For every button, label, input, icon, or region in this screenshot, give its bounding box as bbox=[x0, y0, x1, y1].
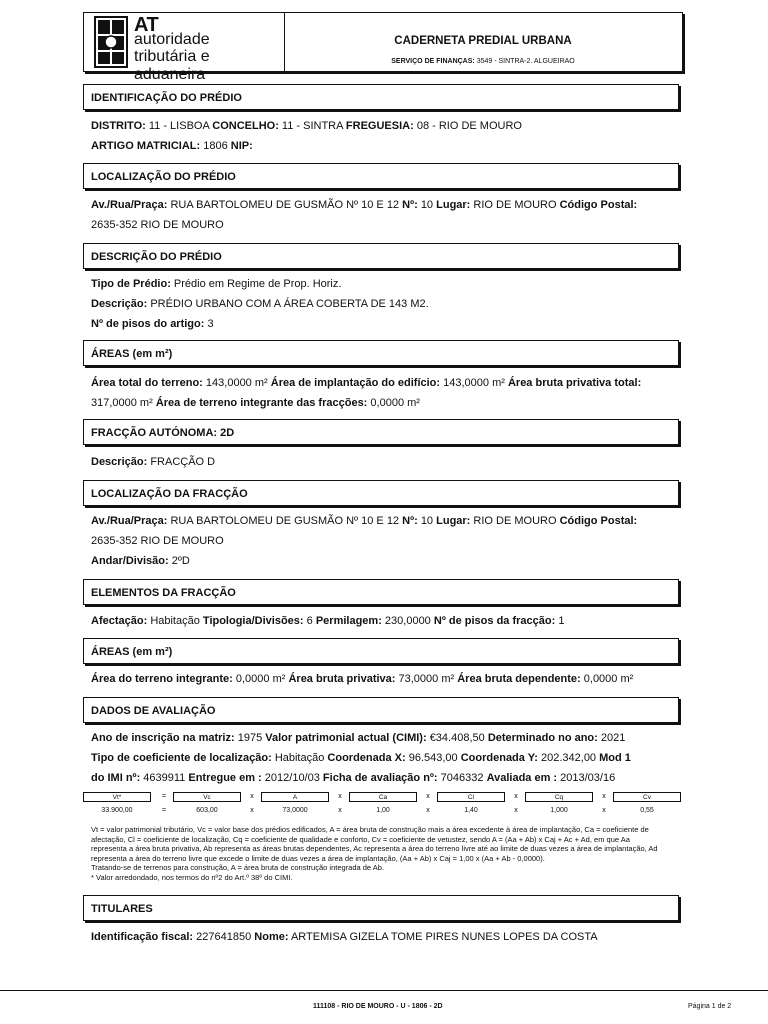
servico-value: 3549 - SINTRA-2. ALGUEIRAO bbox=[476, 58, 575, 65]
logo-line1: autoridade bbox=[134, 31, 210, 48]
formula-times: x bbox=[338, 807, 342, 814]
document-header bbox=[83, 12, 683, 83]
loc-line-2: 2635-352 RIO DE MOURO bbox=[91, 219, 224, 231]
desc-pisos: Nº de pisos do artigo: 3 bbox=[91, 318, 214, 330]
areas1-line-1: Área total do terreno: 143,0000 m² Área de implantação do edifício: 143,0000 m² Área bruta privativa total: bbox=[91, 377, 642, 389]
at-logo bbox=[84, 13, 285, 83]
aval-line-2: Tipo de coeficiente de localização: Habitação Coordenada X: 96.543,00 Coordenada Y: 202.342,00 Mod 1 bbox=[91, 752, 631, 764]
section-areas-predio: ÁREAS (em m²) bbox=[83, 340, 679, 366]
titular-line: Identificação fiscal: 227641850 Nome: ARTEMISA GIZELA TOME PIRES NUNES LOPES DA COSTA bbox=[91, 931, 598, 943]
formula-notes bbox=[91, 825, 681, 882]
formula-eq: = bbox=[161, 793, 167, 800]
formula-value-cv: 0,55 bbox=[640, 807, 654, 814]
coat-of-arms-icon bbox=[94, 16, 128, 68]
formula-label-ca: Ca bbox=[349, 792, 417, 802]
formula-value-vc: 603,00 bbox=[196, 807, 218, 814]
formula-times: x bbox=[514, 793, 518, 800]
logo-at: AT bbox=[134, 14, 159, 36]
formula-label-cq: Cq bbox=[525, 792, 593, 802]
formula-label-a: A bbox=[261, 792, 329, 802]
formula-times: x bbox=[426, 793, 430, 800]
servico-financas bbox=[284, 58, 682, 65]
elem-line: Afectação: Habitação Tipologia/Divisões: 6 Permilagem: 230,0000 Nº de pisos da fracção: 1 bbox=[91, 615, 565, 627]
desc-tipo: Tipo de Prédio: Prédio em Regime de Prop. Horiz. bbox=[91, 278, 342, 290]
section-localizacao-fraccao: LOCALIZAÇÃO DA FRACÇÃO bbox=[83, 480, 679, 506]
formula-times: x bbox=[250, 807, 254, 814]
section-avaliacao: DADOS DE AVALIAÇÃO bbox=[83, 697, 679, 723]
locfr-line-2: 2635-352 RIO DE MOURO bbox=[91, 535, 224, 547]
aval-line-1: Ano de inscrição na matriz: 1975 Valor patrimonial actual (CIMI): €34.408,50 Determinado no ano: 2021 bbox=[91, 732, 626, 744]
section-identificacao: IDENTIFICAÇÃO DO PRÉDIO bbox=[83, 84, 679, 110]
note-line: representa a área bruta privativa, Ab representa as áreas brutas dependentes, Ac representa a área do terreno livre até ao limite de duas vezes a área de implantação, Ad bbox=[91, 844, 658, 853]
formula-value-cl: 1,40 bbox=[464, 807, 478, 814]
footer-reference: 111108 - RIO DE MOURO - U - 1806 - 2D bbox=[313, 1003, 443, 1010]
logo-line2: tributária e aduaneira bbox=[134, 48, 210, 83]
ident-line-2: ARTIGO MATRICIAL: 1806 NIP: bbox=[91, 140, 253, 152]
fraccao-descricao: Descrição: FRACÇÃO D bbox=[91, 456, 216, 468]
desc-descricao: Descrição: PRÉDIO URBANO COM A ÁREA COBERTA DE 143 M2. bbox=[91, 298, 429, 310]
formula-value-a: 73,0000 bbox=[282, 807, 308, 814]
formula-value-ca: 1,00 bbox=[376, 807, 390, 814]
section-areas-fraccao: ÁREAS (em m²) bbox=[83, 638, 679, 664]
aval-line-3: do IMI nº: 4639911 Entregue em : 2012/10/03 Ficha de avaliação nº: 7046332 Avaliada em : 2013/03/16 bbox=[91, 772, 616, 784]
formula-value-cq: 1,000 bbox=[550, 807, 568, 814]
locfr-line-1: Av./Rua/Praça: RUA BARTOLOMEU DE GUSMÃO Nº 10 E 12 Nº: 10 Lugar: RIO DE MOURO Código Postal: bbox=[91, 515, 638, 527]
formula-times: x bbox=[514, 807, 518, 814]
footer-rule bbox=[0, 990, 768, 991]
note-line: * Valor arredondado, nos termos do nº2 do Art.º 38º do CIMI. bbox=[91, 872, 293, 882]
note-line: representa a área do terreno livre que excede o limite de duas vezes a área de implantação, (Aa + Ab) x Caj = 1,00 x (Aa + Ab - 0,0000). bbox=[91, 853, 545, 863]
section-elementos: ELEMENTOS DA FRACÇÃO bbox=[83, 579, 679, 605]
formula-times: x bbox=[602, 793, 606, 800]
loc-line-1: Av./Rua/Praça: RUA BARTOLOMEU DE GUSMÃO Nº 10 E 12 Nº: 10 Lugar: RIO DE MOURO Código Postal: bbox=[91, 199, 638, 211]
formula-times: x bbox=[602, 807, 606, 814]
formula-eq: = bbox=[161, 807, 167, 814]
note-line: Vt = valor patrimonial tributário, Vc = valor base dos prédios edificados, A = área bruta de construção mais a área excedente à área de implantação, Ca = coeficiente de bbox=[91, 825, 649, 834]
section-fraccao: FRACÇÃO AUTÓNOMA: 2D bbox=[83, 419, 679, 445]
formula-label-vc: Vc bbox=[173, 792, 241, 802]
section-descricao: DESCRIÇÃO DO PRÉDIO bbox=[83, 243, 679, 269]
formula-value-vt: 33.900,00 bbox=[101, 807, 133, 814]
page-number: Página 1 de 2 bbox=[688, 1003, 732, 1010]
formula-times: x bbox=[426, 807, 430, 814]
formula-label-vt: Vt* bbox=[83, 792, 151, 802]
formula-label-cl: Cl bbox=[437, 792, 505, 802]
formula-times: x bbox=[338, 793, 342, 800]
note-line: Tratando-se de terrenos para construção, A = área bruta de construção integrada de Ab. bbox=[91, 863, 385, 872]
note-line: afectação, Cl = coeficiente de localização, Cq = coeficiente de qualidade e conforto, Cv = coeficiente de vetustez, sendo A = (Aa + Ab) x Caj + Ac + Ad, em que Aa bbox=[91, 834, 630, 844]
areas2-line: Área do terreno integrante: 0,0000 m² Área bruta privativa: 73,0000 m² Área bruta dependente: 0,0000 m² bbox=[91, 673, 634, 685]
ident-line-1: DISTRITO: 11 - LISBOA CONCELHO: 11 - SINTRA FREGUESIA: 08 - RIO DE MOURO bbox=[91, 120, 522, 132]
formula-times: x bbox=[250, 793, 254, 800]
document-title: CADERNETA PREDIAL URBANA bbox=[394, 35, 572, 47]
areas1-line-2: 317,0000 m² Área de terreno integrante das fracções: 0,0000 m² bbox=[91, 397, 420, 409]
section-titulares: TITULARES bbox=[83, 895, 679, 921]
formula-label-cv: Cv bbox=[613, 792, 681, 802]
section-localizacao: LOCALIZAÇÃO DO PRÉDIO bbox=[83, 163, 679, 189]
servico-label: SERVIÇO DE FINANÇAS: bbox=[391, 58, 475, 65]
locfr-andar: Andar/Divisão: 2ºD bbox=[91, 555, 190, 567]
